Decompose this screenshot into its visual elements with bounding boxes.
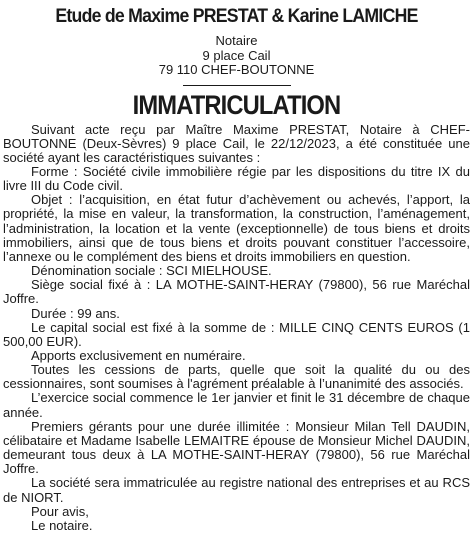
notice-body [3,123,470,533]
paragraph-contributions: Apports exclusivement en numéraire. [3,349,470,363]
paragraph-deed: Suivant acte reçu par Maître Maxime PRESTAT, Notaire à CHEF-BOUTONNE (Deux-Sèvres) 9 place Cail, le 22/12/2023, a été constituée une société ayant les caractéristiques suivantes : [3,123,470,165]
notary-city: 79 110 CHEF-BOUTONNE [3,63,470,78]
paragraph-object: Objet : l’acquisition, en état futur d’achèvement ou achevés, l’apport, la propriété, la mise en valeur, la transformation, la construction, l’aménagement, l’administration, la location et la vente (exceptionnelle) de tous biens et droits immobiliers, ainsi que de tous biens et droits pouvant constituer l’accessoire, l’annexe ou le complément des biens et droits immobiliers en question. [3,193,470,264]
paragraph-fiscal-year: L’exercice social commence le 1er janvier et finit le 31 décembre de chaque année. [3,391,470,419]
notary-address-block [3,34,470,78]
paragraph-duration: Durée : 99 ans. [3,307,470,321]
header-divider [183,85,291,86]
paragraph-form: Forme : Société civile immobilière régie par les dispositions du titre IX du livre III du Code civil. [3,165,470,193]
paragraph-managers: Premiers gérants pour une durée illimitée : Monsieur Milan Tell DAUDIN, célibataire et Madame Isabelle LEMAITRE épouse de Monsieur Michel DAUDIN, demeurant tous deux à LA MOTHE-SAINT-HERAY (79800), 56 rue Maréchal Joffre. [3,420,470,477]
paragraph-capital: Le capital social est fixé à la somme de : MILLE CINQ CENTS EUROS (1 500,00 EUR). [3,321,470,349]
paragraph-share-transfers: Toutes les cessions de parts, quelle que soit la qualité du ou des cessionnaires, sont soumises à l'agrément préalable à l’unanimité des associés. [3,363,470,391]
paragraph-registration: La société sera immatriculée au registre national des entreprises et au RCS de NIORT. [3,476,470,504]
paragraph-signature: Le notaire. [3,519,470,533]
paragraph-company-name: Dénomination sociale : SCI MIELHOUSE. [3,264,470,278]
paragraph-closing: Pour avis, [3,505,470,519]
notary-street: 9 place Cail [3,49,470,64]
notice-title: IMMATRICULATION [31,90,442,120]
notary-office-name: Etude de Maxime PRESTAT & Karine LAMICHE [19,6,453,28]
notary-role: Notaire [3,34,470,49]
paragraph-registered-office: Siège social fixé à : LA MOTHE-SAINT-HERAY (79800), 56 rue Maréchal Joffre. [3,278,470,306]
